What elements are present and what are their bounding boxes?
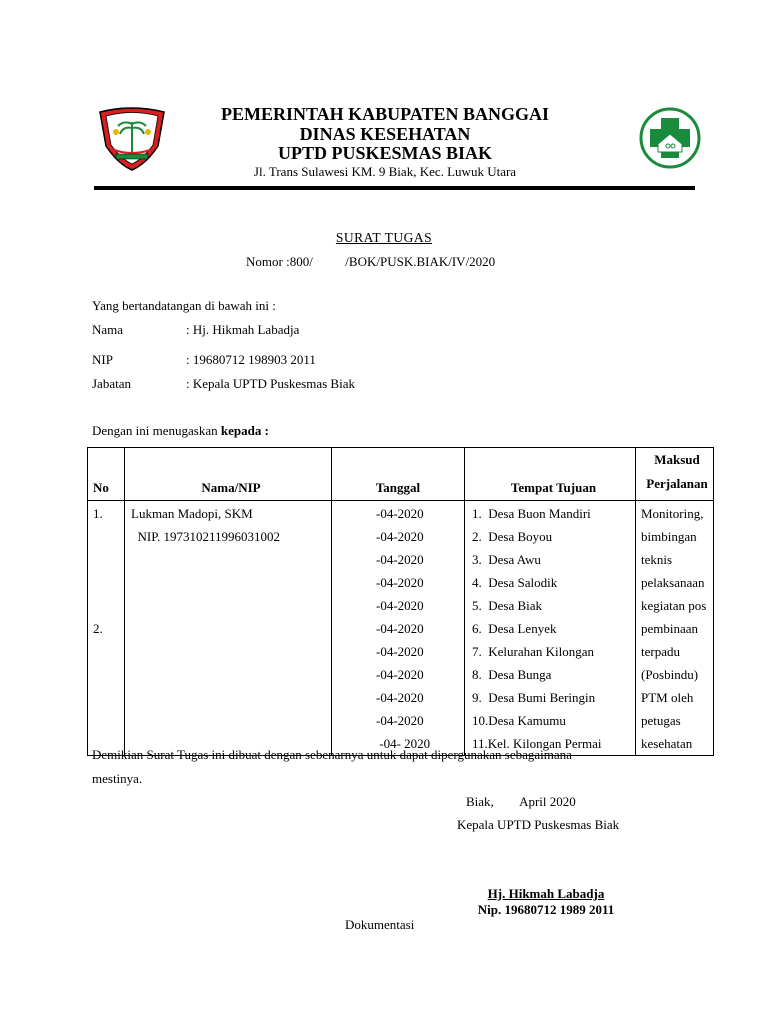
purpose-line: kesehatan <box>641 736 693 751</box>
field-label-nip: NIP <box>92 352 113 367</box>
place-item: 8. Desa Bunga <box>472 667 552 682</box>
date-item: -04-2020 <box>376 713 424 728</box>
place-item: 6. Desa Lenyek <box>472 621 557 636</box>
signatory-name: Hj. Hikmah Labadja <box>487 886 605 901</box>
col-header-no: No <box>88 448 125 501</box>
purpose-line: pembinaan <box>641 621 699 636</box>
place-item: 3. Desa Awu <box>472 552 541 567</box>
place-item: 5. Desa Biak <box>472 598 543 613</box>
field-label-nama: Nama <box>92 322 124 337</box>
col-header-nama: Nama/NIP <box>125 448 332 501</box>
date-item: -04-2020 <box>376 690 424 705</box>
header-department: DINAS KESEHATAN <box>299 124 471 144</box>
col-header-maksud <box>636 448 714 501</box>
date-item: -04-2020 <box>376 598 424 613</box>
col-header-maksud-line1: Maksud <box>654 452 700 467</box>
date-item: -04-2020 <box>376 644 424 659</box>
date-item: -04-2020 <box>376 667 424 682</box>
row-number: 1. <box>93 506 103 521</box>
place-item: 1. Desa Buon Mandiri <box>472 506 591 521</box>
place-item: 9. Desa Bumi Beringin <box>472 690 596 705</box>
place-date: Biak, April 2020 <box>466 794 576 809</box>
col-header-maksud-line2: Perjalanan <box>646 476 708 491</box>
date-item: -04-2020 <box>376 506 424 521</box>
attachment-label: Dokumentasi <box>345 917 415 932</box>
field-value-jabatan: : Kepala UPTD Puskesmas Biak <box>186 376 355 391</box>
purpose-line: PTM oleh <box>641 690 694 705</box>
assignment-intro-bold: kepada : <box>220 423 269 438</box>
letter-title: SURAT TUGAS <box>335 230 433 245</box>
assignment-table <box>87 447 714 756</box>
puskesmas-cross-icon <box>638 106 702 170</box>
cell-nama <box>125 501 332 756</box>
date-item: -04-2020 <box>376 575 424 590</box>
col-header-tempat: Tempat Tujuan <box>465 448 636 501</box>
closing-statement: Demikian Surat Tugas ini dibuat dengan sebenarnya untuk dapat dipergunakan sebagaimana <box>92 747 572 762</box>
employee-nip: NIP. 197310211996031002 <box>131 529 281 544</box>
assignment-intro-text: Dengan ini menugaskan <box>92 423 221 438</box>
purpose-line: Monitoring, <box>641 506 704 521</box>
header-divider <box>94 186 695 190</box>
field-value-nip: : 19680712 198903 2011 <box>186 352 316 367</box>
date-item: -04-2020 <box>376 552 424 567</box>
place-item: 4. Desa Salodik <box>472 575 558 590</box>
table-header-row <box>88 448 714 501</box>
cell-no <box>88 501 125 756</box>
purpose-line: pelaksanaan <box>641 575 705 590</box>
place-item: 10.Desa Kamumu <box>472 713 566 728</box>
purpose-line: (Posbindu) <box>641 667 699 682</box>
cell-maksud <box>636 501 714 756</box>
signatory-intro: Yang bertandatangan di bawah ini : <box>92 298 276 313</box>
field-label-jabatan: Jabatan <box>92 376 131 391</box>
letter-number: Nomor :800/ /BOK/PUSK.BIAK/IV/2020 <box>246 254 496 269</box>
date-item: -04- 2020 <box>376 736 431 751</box>
field-value-nama: : Hj. Hikmah Labadja <box>186 322 300 337</box>
col-header-tanggal: Tanggal <box>332 448 465 501</box>
date-item: -04-2020 <box>376 529 424 544</box>
place-item: 2. Desa Boyou <box>472 529 553 544</box>
row-number: 2. <box>93 621 103 636</box>
purpose-line: terpadu <box>641 644 680 659</box>
closing-statement-end: mestinya. <box>92 771 143 786</box>
header-government: PEMERINTAH KABUPATEN BANGGAI <box>220 104 550 124</box>
header-address: Jl. Trans Sulawesi KM. 9 Biak, Kec. Luwuk Utara <box>253 164 517 179</box>
employee-name: Lukman Madopi, SKM <box>131 506 253 521</box>
place-item: 11.Kel. Kilongan Permai <box>472 736 602 751</box>
purpose-line: petugas <box>641 713 681 728</box>
signatory-nip: Nip. 19680712 1989 2011 <box>477 902 615 917</box>
place-item: 7. Kelurahan Kilongan <box>472 644 595 659</box>
assignment-intro <box>92 423 269 439</box>
header-puskesmas: UPTD PUSKESMAS BIAK <box>277 143 493 163</box>
cell-tanggal <box>332 501 465 756</box>
purpose-line: teknis <box>641 552 673 567</box>
signatory-role: Kepala UPTD Puskesmas Biak <box>457 817 620 832</box>
table-row <box>88 501 714 756</box>
cell-tempat <box>465 501 636 756</box>
date-item: -04-2020 <box>376 621 424 636</box>
purpose-line: bimbingan <box>641 529 697 544</box>
purpose-line: kegiatan pos <box>641 598 707 613</box>
